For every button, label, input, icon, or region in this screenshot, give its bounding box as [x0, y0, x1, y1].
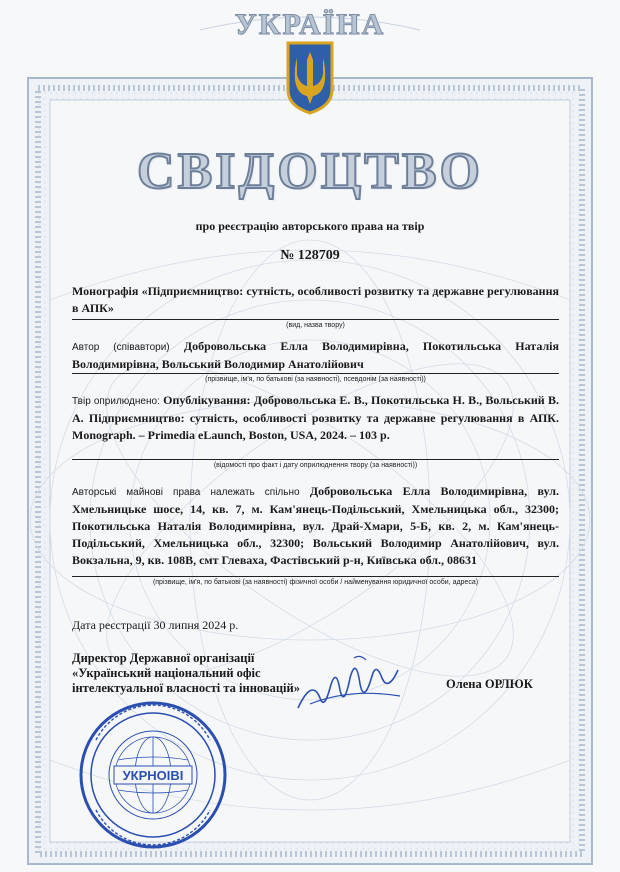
rights-value: Добровольська Елла Володимирівна, вул. Хмельницьке шосе, 14, кв. 7, м. Кам'янець-Подільський, Хмельницька обл., 32300; Покотильська Наталія Володимирівна, вул. Драй-Хмари, 5-Б, кв. 2, м. Кам'янець-Подільський, Хмельницька обл., 32300; Вольський Володимир Анатолійович, вул. Вокзальна, 9, кв. 108В, смт Глеваха, Фастівський р-н, Київська обл., 08631 — [72, 484, 559, 567]
certificate-number: № 128709 — [280, 248, 340, 263]
document-subtitle: про реєстрацію авторського права на твір — [195, 219, 425, 233]
director-title: Директор Державної організації «Український національний офіс інтелектуальної власності та інновацій» — [72, 651, 300, 695]
work-caption: (вид, назва твору) — [286, 322, 345, 329]
publication-caption: (відомості про факт і дату оприлюднення твору (за наявності)) — [213, 462, 418, 469]
official-stamp-icon — [78, 700, 228, 850]
signature-icon — [290, 648, 405, 718]
document-title: СВІДОЦТВО — [137, 143, 483, 200]
country-name: УКРАЇНА — [234, 8, 386, 41]
authors-caption: (прізвище, ім'я, по батькові (за наявності), псевдонім (за наявності)) — [205, 376, 426, 383]
rights-field — [72, 483, 559, 569]
rights-prefix: Авторські майнові права належать спільно — [72, 487, 300, 498]
publication-rule — [72, 459, 559, 460]
publication-field — [72, 392, 559, 444]
rights-caption: (прізвище, ім'я, по батькові (за наявності) фізичної особи / найменування юридичної особи, адреса) — [152, 579, 479, 586]
publication-prefix: Твір оприлюднено: — [72, 396, 160, 407]
authors-prefix: Автор (співавтори) — [72, 342, 170, 353]
authors-value: Добровольська Елла Володимирівна, Покотильська Наталія Володимирівна, Вольський Володимир Анатолійович — [72, 339, 560, 371]
authors-rule — [72, 373, 559, 374]
stamp-label: УКРНОІВІ — [122, 768, 184, 783]
registration-date: Дата реєстрації 30 липня 2024 р. — [72, 618, 239, 632]
work-title: Монографія «Підприємництво: сутність, особливості розвитку та державне регулювання в АПК» — [72, 284, 559, 315]
publication-value: Опублікування: Добровольська Е. В., Покотильська Н. В., Вольський В. А. Підприємництво: сутність, особливості розвитку та державне регулювання в АПК. Monograph. – Primedia eLaunch, Boston, USA, 2024. – 103 р. — [72, 393, 559, 442]
signer-name: Олена ОРЛЮК — [446, 677, 533, 691]
trident-emblem-icon — [285, 40, 335, 115]
rights-rule — [72, 576, 559, 577]
work-rule — [72, 319, 559, 320]
authors-field — [72, 338, 559, 373]
